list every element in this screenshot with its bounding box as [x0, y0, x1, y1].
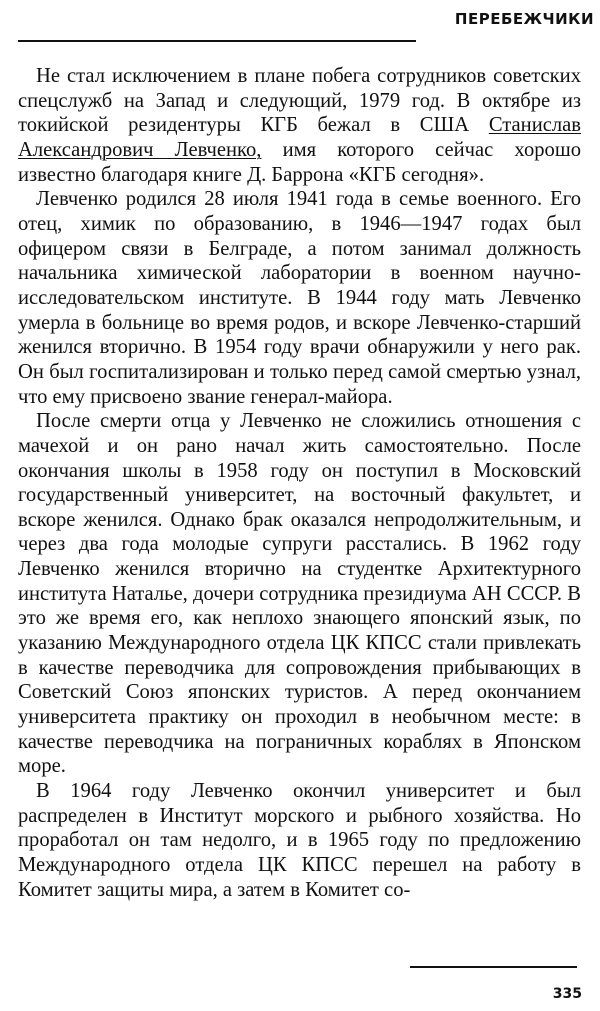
paragraph-1-before: Не стал исключением в плане побега сотрудников советских спецслужб на Запад и следующий, 1979 год. В октябре из токийской резидентуры КГБ бежал в США	[18, 65, 581, 137]
paragraph-4: В 1964 году Левченко окончил университет и был распределен в Институт морского и рыбного хозяйства. Но проработал он там недолго, и в 1965 году по предложению Международного отдела ЦК КПСС перешел на работу в Комитет защиты мира, а затем в Комитет со-	[18, 780, 581, 901]
page-number: 335	[552, 986, 582, 1002]
paragraph-1-after: имя которого сейчас хорошо известно благодаря книге Д. Баррона «КГБ сегодня».	[18, 138, 581, 186]
paragraph-3: После смерти отца у Левченко не сложились отношения с мачехой и он рано начал жить самостоятельно. После окончания школы в 1958 году он поступил в Московский государственный университет, на восточный факультет, и вскоре женился. Однако брак оказался непродолжительным, и через два года молодые супруги расстались. В 1962 году Левченко женился вторично на студентке Архитектурного института Наталье, дочери сотрудника президиума АН СССР. В это же время его, как неплохо знающего японский язык, по указанию Международного отдела ЦК КПСС стали привлекать в качестве переводчика для сопровождения прибывающих в Советский Союз японских туристов. А перед окончанием университета практику он проходил в необычном месте: в качестве переводчика на пограничных кораблях в Японском море.	[18, 410, 581, 778]
footer-rule	[410, 966, 577, 968]
body-text	[18, 64, 581, 902]
header-rule	[18, 40, 416, 42]
running-header: ПЕРЕБЕЖЧИКИ	[454, 10, 594, 28]
paragraph-2: Левченко родился 28 июля 1941 года в семье военного. Его отец, химик по образованию, в 1946—1947 годах был офицером связи в Белграде, а потом занимал должность начальника химической лаборатории в военном научно-исследовательском институте. В 1944 году мать Левченко умерла в больнице во время родов, и вскоре Левченко-старший женился вторично. В 1954 году врачи обнаружили у него рак. Он был госпитализирован и только перед самой смертью узнал, что ему присвоено звание генерал-майора.	[18, 188, 581, 408]
underlined-name: Станислав Александрович Левченко,	[18, 114, 581, 161]
paragraph-1	[18, 64, 581, 187]
